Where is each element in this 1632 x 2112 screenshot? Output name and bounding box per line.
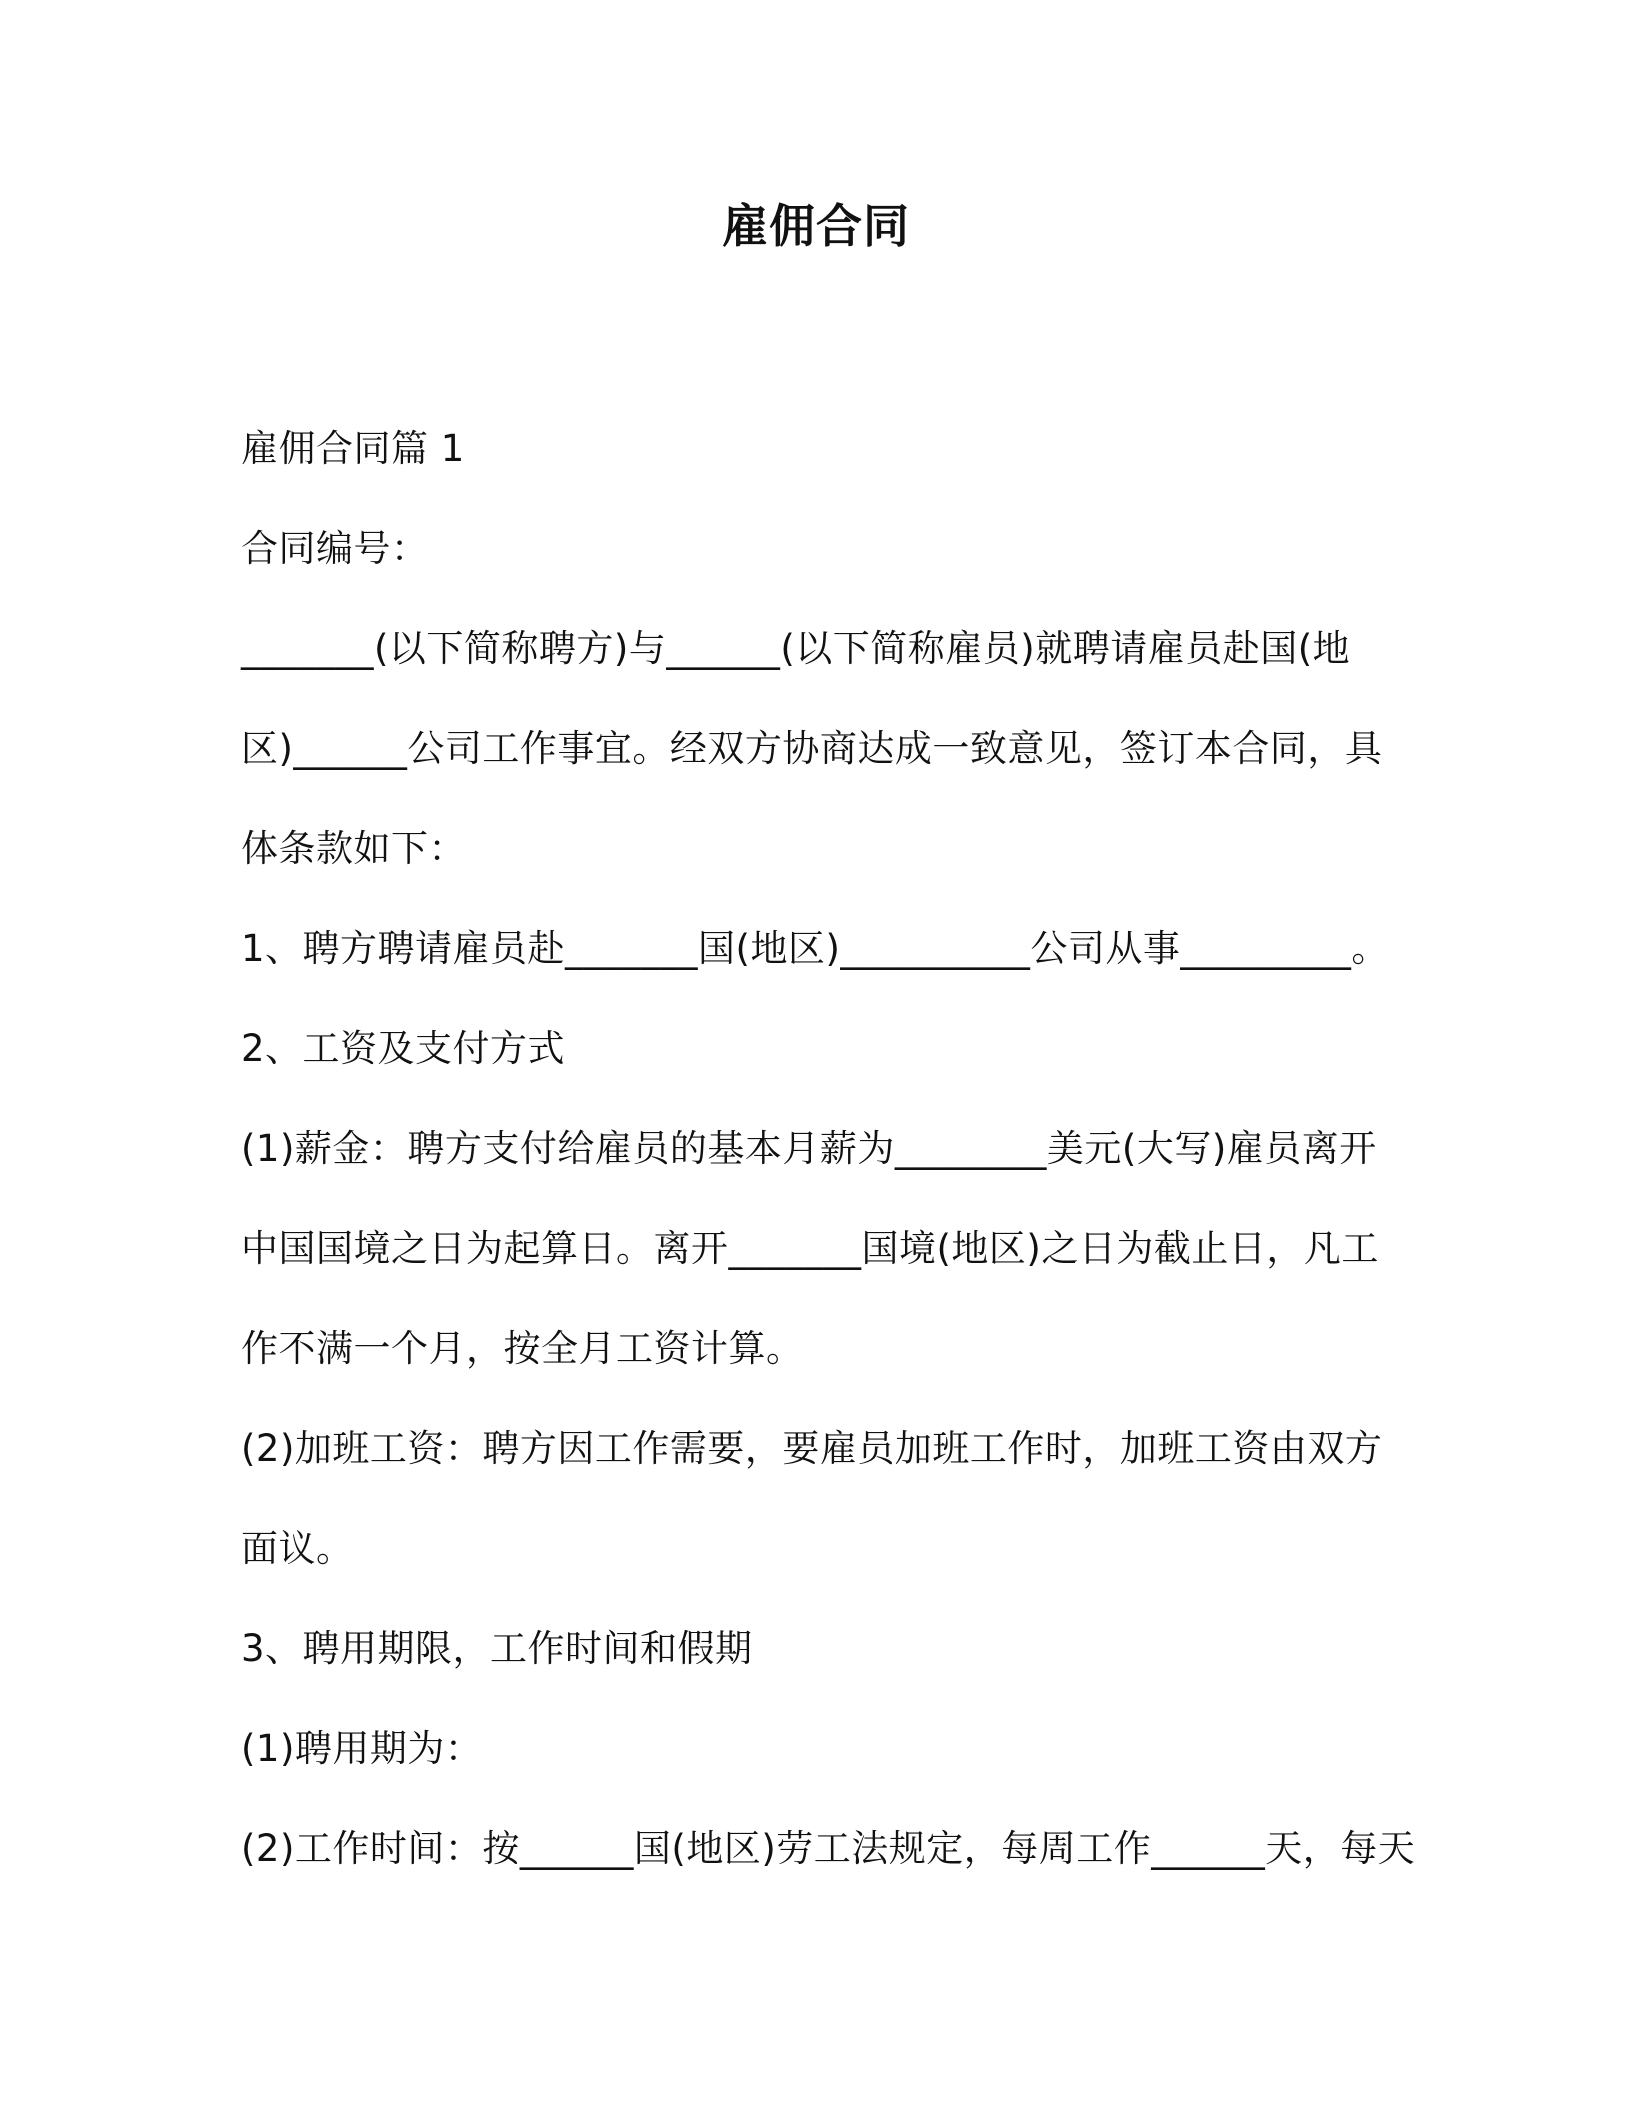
- clause-heading: 2、工资及支付方式: [241, 1027, 566, 1070]
- document-title: 雇佣合同: [722, 199, 910, 253]
- paragraph-line: (2)加班工资：聘方因工作需要，要雇员加班工作时，加班工资由双方: [241, 1427, 1383, 1470]
- paragraph-line: (1)聘用期为：: [241, 1727, 483, 1770]
- paragraph-line: (2)工作时间：按______国(地区)劳工法规定，每周工作______天，每天: [241, 1827, 1416, 1870]
- paragraph-line: (1)薪金：聘方支付给雇员的基本月薪为________美元(大写)雇员离开: [241, 1127, 1377, 1170]
- paragraph-line: 作不满一个月，按全月工资计算。: [241, 1327, 804, 1370]
- paragraph-line: 区)______公司工作事宜。经双方协商达成一致意见，签订本合同，具: [241, 727, 1383, 770]
- paragraph-line: 面议。: [241, 1527, 354, 1570]
- clause-heading: 3、聘用期限，工作时间和假期: [241, 1627, 753, 1670]
- contract-number-line: 合同编号：: [241, 527, 429, 570]
- section-heading: 雇佣合同篇 1: [241, 427, 465, 470]
- paragraph-line: 体条款如下：: [241, 827, 466, 870]
- paragraph-line: _______(以下简称聘方)与______(以下简称雇员)就聘请雇员赴国(地: [241, 627, 1351, 670]
- clause-line: 1、聘方聘请雇员赴_______国(地区)__________公司从事_________。: [241, 927, 1389, 970]
- paragraph-line: 中国国境之日为起算日。离开_______国境(地区)之日为截止日，凡工: [241, 1227, 1379, 1270]
